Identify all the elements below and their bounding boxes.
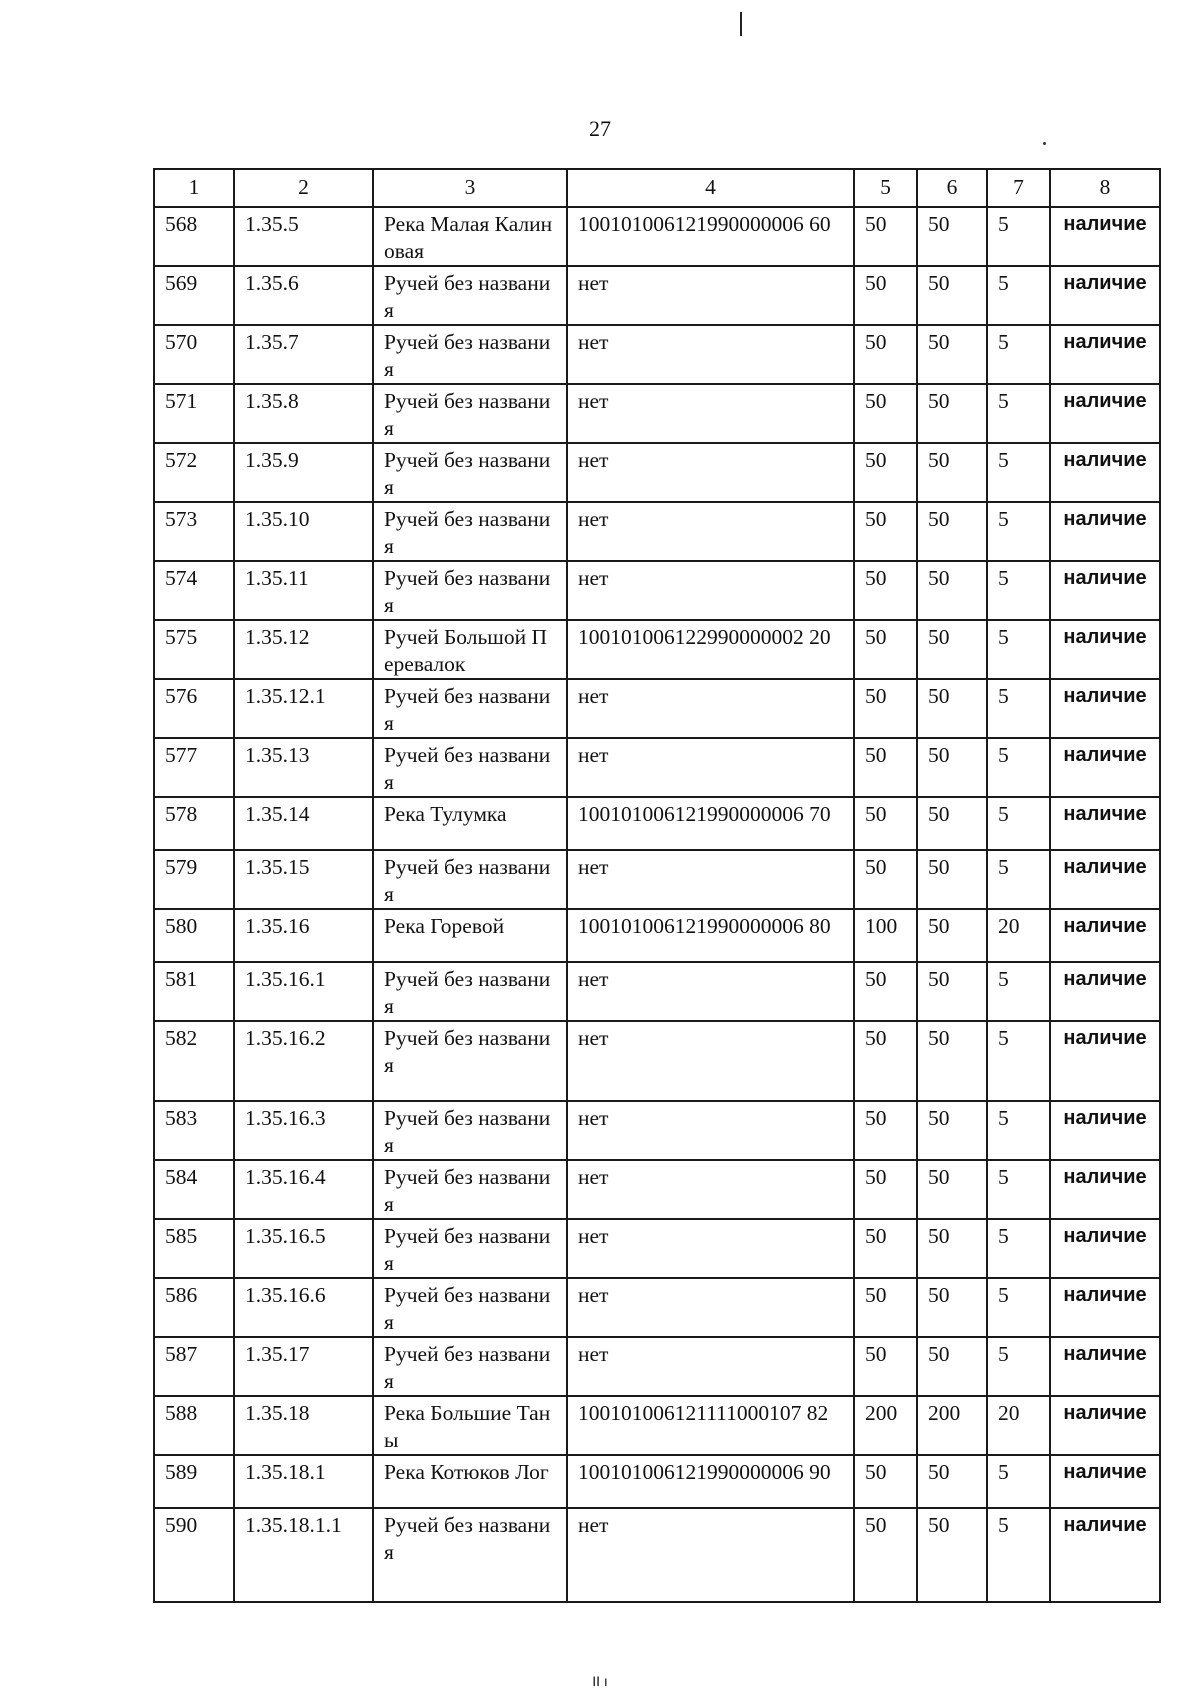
cell-value-6: 50: [917, 620, 987, 679]
table-row: [154, 738, 1160, 797]
cell-value-6: 50: [917, 1278, 987, 1337]
cell-code: 1.35.8: [234, 384, 373, 443]
cell-registry-code: нет: [567, 679, 854, 738]
table-row: [154, 1021, 1160, 1101]
table-row: [154, 850, 1160, 909]
cell-row-number: 588: [154, 1396, 234, 1455]
cell-row-number: 582: [154, 1021, 234, 1101]
footer-scan-mark: II ı: [592, 1673, 608, 1689]
cell-water-object-name: Ручей без названия: [373, 1508, 567, 1602]
cell-row-number: 586: [154, 1278, 234, 1337]
header-cell-1: 1: [154, 169, 234, 207]
cell-code: 1.35.11: [234, 561, 373, 620]
cell-value-6: 50: [917, 1160, 987, 1219]
page-number: 27: [589, 116, 611, 141]
table-row: [154, 1508, 1160, 1602]
cell-value-7: 5: [987, 679, 1050, 738]
cell-row-number: 568: [154, 207, 234, 266]
cell-value-5: 50: [854, 502, 917, 561]
header-cell-8: 8: [1050, 169, 1160, 207]
cell-status: наличие: [1050, 1396, 1160, 1455]
cell-status: наличие: [1050, 1455, 1160, 1508]
table-row: [154, 1396, 1160, 1455]
cell-value-7: 5: [987, 1101, 1050, 1160]
water-objects-table: [153, 168, 1161, 1603]
cell-water-object-name: Ручей без названия: [373, 1101, 567, 1160]
cell-water-object-name: Ручей без названия: [373, 1337, 567, 1396]
cell-value-6: 50: [917, 679, 987, 738]
cell-registry-code: 100101006121990000006 60: [567, 207, 854, 266]
cell-code: 1.35.6: [234, 266, 373, 325]
cell-value-7: 5: [987, 1455, 1050, 1508]
cell-water-object-name: Ручей без названия: [373, 384, 567, 443]
table-row: [154, 325, 1160, 384]
cell-value-6: 50: [917, 909, 987, 962]
cell-row-number: 580: [154, 909, 234, 962]
cell-code: 1.35.7: [234, 325, 373, 384]
cell-value-7: 5: [987, 797, 1050, 850]
cell-value-6: 50: [917, 266, 987, 325]
cell-status: наличие: [1050, 1219, 1160, 1278]
cell-value-5: 50: [854, 850, 917, 909]
cell-value-5: 50: [854, 962, 917, 1021]
header-cell-7: 7: [987, 169, 1050, 207]
cell-status: наличие: [1050, 850, 1160, 909]
cell-code: 1.35.12: [234, 620, 373, 679]
cell-code: 1.35.12.1: [234, 679, 373, 738]
cell-value-5: 50: [854, 1455, 917, 1508]
cell-code: 1.35.9: [234, 443, 373, 502]
cell-value-7: 5: [987, 207, 1050, 266]
cell-status: наличие: [1050, 561, 1160, 620]
cell-row-number: 584: [154, 1160, 234, 1219]
cell-status: наличие: [1050, 1508, 1160, 1602]
cell-row-number: 581: [154, 962, 234, 1021]
cell-code: 1.35.15: [234, 850, 373, 909]
table-row: [154, 502, 1160, 561]
top-scan-mark: [740, 12, 742, 36]
cell-code: 1.35.18.1: [234, 1455, 373, 1508]
cell-status: наличие: [1050, 207, 1160, 266]
cell-value-6: 50: [917, 850, 987, 909]
table-row: [154, 1101, 1160, 1160]
cell-value-5: 50: [854, 561, 917, 620]
cell-status: наличие: [1050, 1160, 1160, 1219]
cell-row-number: 583: [154, 1101, 234, 1160]
cell-value-7: 5: [987, 1278, 1050, 1337]
cell-value-5: 50: [854, 1101, 917, 1160]
cell-value-5: 100: [854, 909, 917, 962]
cell-registry-code: нет: [567, 1101, 854, 1160]
cell-value-6: 50: [917, 1219, 987, 1278]
cell-value-7: 5: [987, 443, 1050, 502]
cell-water-object-name: Ручей без названия: [373, 502, 567, 561]
cell-code: 1.35.16: [234, 909, 373, 962]
cell-water-object-name: Ручей без названия: [373, 850, 567, 909]
cell-value-7: 5: [987, 738, 1050, 797]
cell-status: наличие: [1050, 962, 1160, 1021]
cell-water-object-name: Ручей без названия: [373, 1219, 567, 1278]
cell-code: 1.35.5: [234, 207, 373, 266]
cell-code: 1.35.16.5: [234, 1219, 373, 1278]
cell-water-object-name: Река Большие Таны: [373, 1396, 567, 1455]
cell-value-6: 50: [917, 1508, 987, 1602]
table-row: [154, 1455, 1160, 1508]
cell-water-object-name: Ручей без названия: [373, 1160, 567, 1219]
cell-registry-code: нет: [567, 962, 854, 1021]
cell-code: 1.35.10: [234, 502, 373, 561]
cell-value-7: 5: [987, 1337, 1050, 1396]
cell-value-7: 5: [987, 962, 1050, 1021]
table-row: [154, 1160, 1160, 1219]
cell-registry-code: нет: [567, 1160, 854, 1219]
cell-registry-code: нет: [567, 266, 854, 325]
table-row: [154, 1278, 1160, 1337]
cell-status: наличие: [1050, 502, 1160, 561]
table-row: [154, 962, 1160, 1021]
cell-water-object-name: Ручей без названия: [373, 1278, 567, 1337]
cell-value-7: 5: [987, 1160, 1050, 1219]
cell-status: наличие: [1050, 1278, 1160, 1337]
cell-row-number: 574: [154, 561, 234, 620]
cell-value-5: 50: [854, 797, 917, 850]
cell-value-6: 50: [917, 797, 987, 850]
cell-code: 1.35.13: [234, 738, 373, 797]
cell-value-7: 5: [987, 266, 1050, 325]
cell-registry-code: 100101006121111000107 82: [567, 1396, 854, 1455]
cell-water-object-name: Река Горевой: [373, 909, 567, 962]
cell-code: 1.35.16.6: [234, 1278, 373, 1337]
cell-value-7: 5: [987, 561, 1050, 620]
cell-status: наличие: [1050, 1021, 1160, 1101]
cell-value-7: 5: [987, 850, 1050, 909]
cell-value-6: 50: [917, 325, 987, 384]
cell-value-5: 50: [854, 679, 917, 738]
cell-value-6: 200: [917, 1396, 987, 1455]
cell-registry-code: нет: [567, 502, 854, 561]
cell-row-number: 577: [154, 738, 234, 797]
cell-row-number: 585: [154, 1219, 234, 1278]
table-row: [154, 797, 1160, 850]
cell-registry-code: нет: [567, 1021, 854, 1101]
table-row: [154, 207, 1160, 266]
cell-row-number: 575: [154, 620, 234, 679]
cell-status: наличие: [1050, 909, 1160, 962]
cell-registry-code: 100101006121990000006 80: [567, 909, 854, 962]
cell-value-5: 50: [854, 1278, 917, 1337]
cell-code: 1.35.18.1.1: [234, 1508, 373, 1602]
header-cell-5: 5: [854, 169, 917, 207]
cell-value-7: 5: [987, 1508, 1050, 1602]
cell-value-7: 20: [987, 1396, 1050, 1455]
scan-dot-mark: [1043, 142, 1046, 145]
cell-water-object-name: Река Малая Калиновая: [373, 207, 567, 266]
cell-value-5: 50: [854, 1021, 917, 1101]
cell-row-number: 570: [154, 325, 234, 384]
cell-status: наличие: [1050, 443, 1160, 502]
cell-value-5: 50: [854, 384, 917, 443]
cell-value-6: 50: [917, 561, 987, 620]
cell-value-5: 50: [854, 1219, 917, 1278]
cell-status: наличие: [1050, 384, 1160, 443]
cell-registry-code: нет: [567, 443, 854, 502]
cell-registry-code: 100101006121990000006 70: [567, 797, 854, 850]
cell-value-6: 50: [917, 384, 987, 443]
cell-code: 1.35.17: [234, 1337, 373, 1396]
cell-water-object-name: Река Котюков Лог: [373, 1455, 567, 1508]
cell-value-5: 200: [854, 1396, 917, 1455]
cell-row-number: 571: [154, 384, 234, 443]
cell-value-5: 50: [854, 1337, 917, 1396]
cell-value-7: 5: [987, 1219, 1050, 1278]
cell-value-7: 5: [987, 620, 1050, 679]
cell-registry-code: нет: [567, 325, 854, 384]
cell-value-5: 50: [854, 325, 917, 384]
cell-water-object-name: Ручей без названия: [373, 1021, 567, 1101]
cell-value-5: 50: [854, 207, 917, 266]
cell-row-number: 590: [154, 1508, 234, 1602]
cell-status: наличие: [1050, 266, 1160, 325]
cell-status: наличие: [1050, 1101, 1160, 1160]
cell-code: 1.35.16.1: [234, 962, 373, 1021]
table-row: [154, 1337, 1160, 1396]
table-row: [154, 561, 1160, 620]
cell-value-5: 50: [854, 1508, 917, 1602]
cell-value-5: 50: [854, 620, 917, 679]
cell-row-number: 587: [154, 1337, 234, 1396]
cell-value-7: 5: [987, 384, 1050, 443]
table-header-row: [154, 169, 1160, 207]
cell-water-object-name: Ручей без названия: [373, 738, 567, 797]
table-body: [154, 169, 1160, 1602]
cell-registry-code: 100101006122990000002 20: [567, 620, 854, 679]
cell-code: 1.35.14: [234, 797, 373, 850]
cell-code: 1.35.18: [234, 1396, 373, 1455]
cell-water-object-name: Ручей без названия: [373, 679, 567, 738]
cell-value-5: 50: [854, 266, 917, 325]
cell-status: наличие: [1050, 1337, 1160, 1396]
cell-value-6: 50: [917, 1021, 987, 1101]
cell-registry-code: нет: [567, 561, 854, 620]
cell-value-5: 50: [854, 1160, 917, 1219]
cell-value-6: 50: [917, 1101, 987, 1160]
cell-registry-code: нет: [567, 850, 854, 909]
cell-registry-code: нет: [567, 1508, 854, 1602]
cell-registry-code: 100101006121990000006 90: [567, 1455, 854, 1508]
cell-row-number: 573: [154, 502, 234, 561]
table-row: [154, 679, 1160, 738]
cell-row-number: 589: [154, 1455, 234, 1508]
header-cell-2: 2: [234, 169, 373, 207]
cell-water-object-name: Ручей без названия: [373, 962, 567, 1021]
cell-row-number: 569: [154, 266, 234, 325]
cell-value-6: 50: [917, 962, 987, 1021]
cell-registry-code: нет: [567, 1219, 854, 1278]
cell-value-7: 5: [987, 502, 1050, 561]
cell-row-number: 578: [154, 797, 234, 850]
cell-code: 1.35.16.3: [234, 1101, 373, 1160]
cell-water-object-name: Ручей без названия: [373, 266, 567, 325]
cell-value-5: 50: [854, 738, 917, 797]
cell-value-5: 50: [854, 443, 917, 502]
cell-status: наличие: [1050, 325, 1160, 384]
cell-water-object-name: Ручей без названия: [373, 443, 567, 502]
header-cell-4: 4: [567, 169, 854, 207]
cell-value-6: 50: [917, 502, 987, 561]
cell-status: наличие: [1050, 679, 1160, 738]
cell-water-object-name: Ручей Большой Перевалок: [373, 620, 567, 679]
cell-value-6: 50: [917, 1337, 987, 1396]
cell-code: 1.35.16.2: [234, 1021, 373, 1101]
header-cell-3: 3: [373, 169, 567, 207]
header-cell-6: 6: [917, 169, 987, 207]
table-row: [154, 620, 1160, 679]
cell-water-object-name: Река Тулумка: [373, 797, 567, 850]
table-row: [154, 384, 1160, 443]
table-row: [154, 443, 1160, 502]
cell-value-6: 50: [917, 738, 987, 797]
cell-value-6: 50: [917, 207, 987, 266]
table-row: [154, 909, 1160, 962]
cell-status: наличие: [1050, 738, 1160, 797]
cell-row-number: 576: [154, 679, 234, 738]
cell-value-7: 5: [987, 1021, 1050, 1101]
cell-registry-code: нет: [567, 1337, 854, 1396]
cell-registry-code: нет: [567, 738, 854, 797]
cell-row-number: 579: [154, 850, 234, 909]
cell-water-object-name: Ручей без названия: [373, 325, 567, 384]
cell-registry-code: нет: [567, 384, 854, 443]
table-row: [154, 1219, 1160, 1278]
cell-water-object-name: Ручей без названия: [373, 561, 567, 620]
cell-status: наличие: [1050, 620, 1160, 679]
cell-value-6: 50: [917, 1455, 987, 1508]
table-row: [154, 266, 1160, 325]
cell-code: 1.35.16.4: [234, 1160, 373, 1219]
cell-value-7: 20: [987, 909, 1050, 962]
cell-status: наличие: [1050, 797, 1160, 850]
cell-value-7: 5: [987, 325, 1050, 384]
cell-row-number: 572: [154, 443, 234, 502]
cell-value-6: 50: [917, 443, 987, 502]
cell-registry-code: нет: [567, 1278, 854, 1337]
